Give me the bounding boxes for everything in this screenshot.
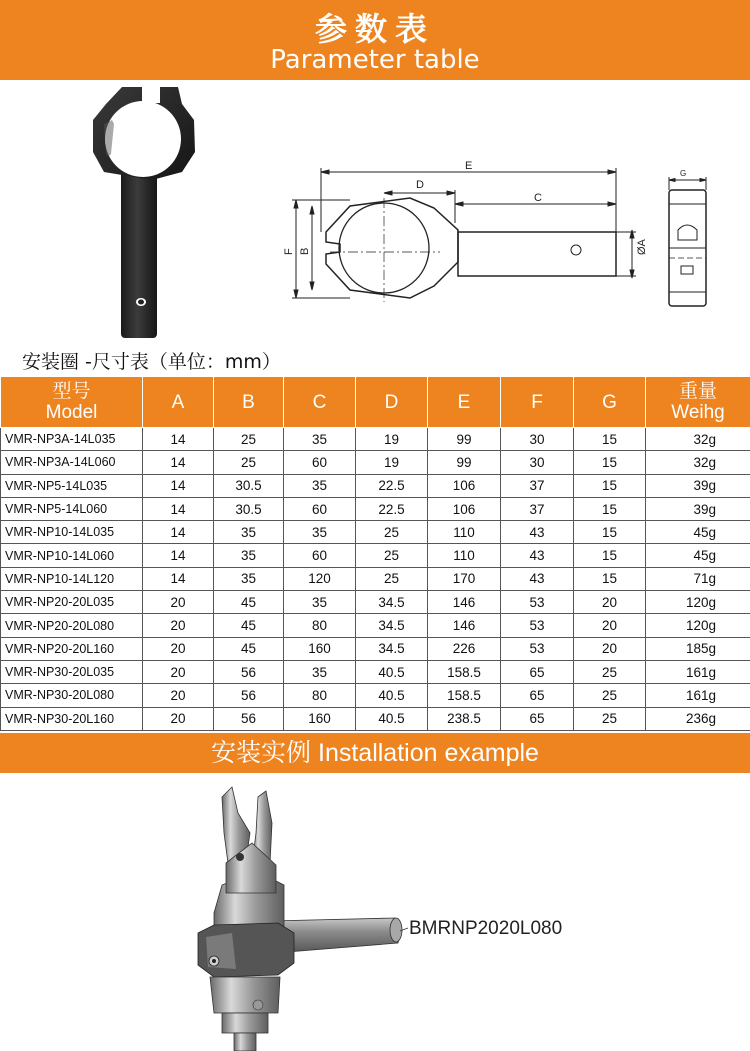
- table-cell: 15: [574, 497, 646, 520]
- table-row: [1, 684, 750, 707]
- table-cell: 146: [428, 591, 501, 614]
- weight-cell: 39g: [646, 474, 750, 497]
- table-cell: 80: [284, 684, 356, 707]
- table-cell: 19: [356, 428, 428, 451]
- table-cell: 30: [501, 451, 574, 474]
- table-cell: 43: [501, 567, 574, 590]
- table-cell: 110: [428, 521, 501, 544]
- table-cell: 56: [214, 684, 284, 707]
- table-cell: 14: [143, 474, 214, 497]
- dim-label-c: C: [534, 192, 542, 204]
- table-cell: 14: [143, 497, 214, 520]
- table-cell: 30: [501, 428, 574, 451]
- table-cell: 37: [501, 474, 574, 497]
- weight-cell: 236g: [646, 707, 750, 730]
- table-cell: 35: [214, 544, 284, 567]
- model-cell: VMR-NP20-20L035: [1, 591, 143, 614]
- weight-cell: 71g: [646, 567, 750, 590]
- table-cell: 53: [501, 591, 574, 614]
- table-cell: 146: [428, 614, 501, 637]
- weight-cell: 185g: [646, 637, 750, 660]
- table-cell: 238.5: [428, 707, 501, 730]
- table-cell: 160: [284, 637, 356, 660]
- column-header-1: [143, 377, 214, 428]
- table-caption: 安装圈 -尺寸表（单位：mm）: [22, 351, 281, 373]
- table-cell: 65: [501, 660, 574, 683]
- table-row: [1, 474, 750, 497]
- table-row: [1, 428, 750, 451]
- table-cell: 56: [214, 707, 284, 730]
- table-cell: 43: [501, 521, 574, 544]
- table-cell: 110: [428, 544, 501, 567]
- dimension-drawing-front: [292, 168, 636, 302]
- model-cell: VMR-NP10-14L120: [1, 567, 143, 590]
- table-header-row: [1, 377, 750, 428]
- weight-cell: 45g: [646, 521, 750, 544]
- installation-part-label: BMRNP2020L080: [409, 918, 563, 939]
- column-header-label: D: [384, 391, 399, 413]
- table-cell: 25: [356, 544, 428, 567]
- column-header-label: G: [602, 391, 617, 413]
- table-row: [1, 567, 750, 590]
- table-cell: 15: [574, 521, 646, 544]
- column-header-sublabel: Weihg: [671, 402, 725, 423]
- installation-illustration: [0, 773, 750, 1051]
- parameter-table: [0, 376, 750, 731]
- table-cell: 60: [284, 451, 356, 474]
- table-cell: 40.5: [356, 707, 428, 730]
- table-cell: 19: [356, 451, 428, 474]
- column-header-0: [1, 377, 143, 428]
- table-cell: 35: [284, 591, 356, 614]
- product-render: [93, 87, 195, 338]
- table-row: [1, 497, 750, 520]
- table-cell: 25: [574, 660, 646, 683]
- column-header-5: [428, 377, 501, 428]
- table-cell: 30.5: [214, 497, 284, 520]
- table-cell: 20: [143, 591, 214, 614]
- table-cell: 158.5: [428, 684, 501, 707]
- table-cell: 25: [214, 451, 284, 474]
- table-cell: 14: [143, 567, 214, 590]
- model-cell: VMR-NP20-20L080: [1, 614, 143, 637]
- table-cell: 60: [284, 497, 356, 520]
- model-cell: VMR-NP30-20L035: [1, 660, 143, 683]
- model-cell: VMR-NP5-14L060: [1, 497, 143, 520]
- table-cell: 45: [214, 591, 284, 614]
- table-cell: 15: [574, 451, 646, 474]
- table-cell: 25: [574, 707, 646, 730]
- column-header-label: 重量: [678, 381, 717, 402]
- table-cell: 40.5: [356, 684, 428, 707]
- table-row: [1, 637, 750, 660]
- table-cell: 34.5: [356, 637, 428, 660]
- table-cell: 20: [143, 707, 214, 730]
- table-row: [1, 521, 750, 544]
- model-cell: VMR-NP30-20L080: [1, 684, 143, 707]
- table-cell: 80: [284, 614, 356, 637]
- installation-banner: 安装实例 Installation example: [0, 733, 750, 773]
- table-cell: 65: [501, 707, 574, 730]
- table-cell: 15: [574, 567, 646, 590]
- table-cell: 15: [574, 474, 646, 497]
- table-cell: 45: [214, 637, 284, 660]
- column-header-4: [356, 377, 428, 428]
- parameter-table-banner: [0, 0, 750, 80]
- table-row: [1, 707, 750, 730]
- weight-cell: 39g: [646, 497, 750, 520]
- table-cell: 106: [428, 474, 501, 497]
- weight-cell: 120g: [646, 614, 750, 637]
- column-header-7: [574, 377, 646, 428]
- weight-cell: 161g: [646, 660, 750, 683]
- table-cell: 34.5: [356, 591, 428, 614]
- table-cell: 14: [143, 451, 214, 474]
- table-cell: 20: [143, 660, 214, 683]
- column-header-8: [646, 377, 750, 428]
- weight-cell: 161g: [646, 684, 750, 707]
- column-header-2: [214, 377, 284, 428]
- weight-cell: 45g: [646, 544, 750, 567]
- table-cell: 30.5: [214, 474, 284, 497]
- model-cell: VMR-NP3A-14L060: [1, 451, 143, 474]
- table-cell: 22.5: [356, 474, 428, 497]
- table-cell: 60: [284, 544, 356, 567]
- table-cell: 35: [214, 521, 284, 544]
- table-row: [1, 591, 750, 614]
- table-cell: 14: [143, 521, 214, 544]
- table-cell: 35: [284, 474, 356, 497]
- model-cell: VMR-NP3A-14L035: [1, 428, 143, 451]
- table-cell: 14: [143, 544, 214, 567]
- column-header-label: B: [242, 391, 255, 413]
- table-cell: 20: [574, 637, 646, 660]
- weight-cell: 32g: [646, 451, 750, 474]
- table-cell: 226: [428, 637, 501, 660]
- column-header-label: C: [312, 391, 327, 413]
- column-header-sublabel: Model: [45, 402, 98, 423]
- table-cell: 22.5: [356, 497, 428, 520]
- table-cell: 15: [574, 428, 646, 451]
- table-cell: 43: [501, 544, 574, 567]
- dim-label-a: ØA: [636, 239, 648, 255]
- table-cell: 34.5: [356, 614, 428, 637]
- table-cell: 35: [214, 567, 284, 590]
- table-row: [1, 451, 750, 474]
- banner-title-zh: 参数表: [314, 10, 435, 48]
- table-cell: 35: [284, 521, 356, 544]
- table-cell: 20: [574, 614, 646, 637]
- table-cell: 106: [428, 497, 501, 520]
- table-cell: 158.5: [428, 660, 501, 683]
- table-cell: 160: [284, 707, 356, 730]
- table-cell: 53: [501, 614, 574, 637]
- dim-label-e: E: [465, 160, 473, 172]
- table-cell: 99: [428, 451, 501, 474]
- table-cell: 53: [501, 637, 574, 660]
- dim-label-g: G: [680, 169, 687, 178]
- table-cell: 56: [214, 660, 284, 683]
- column-header-label: F: [531, 391, 543, 413]
- column-header-label: A: [171, 391, 185, 413]
- table-cell: 65: [501, 684, 574, 707]
- table-cell: 14: [143, 428, 214, 451]
- weight-cell: 120g: [646, 591, 750, 614]
- table-cell: 25: [356, 521, 428, 544]
- table-cell: 25: [574, 684, 646, 707]
- table-cell: 25: [214, 428, 284, 451]
- column-header-label: E: [457, 391, 471, 413]
- table-cell: 170: [428, 567, 501, 590]
- table-body: [1, 428, 750, 731]
- table-cell: 20: [143, 614, 214, 637]
- table-cell: 99: [428, 428, 501, 451]
- dim-label-f: F: [283, 248, 295, 255]
- dimension-drawing-side: [669, 177, 706, 306]
- table-cell: 20: [143, 684, 214, 707]
- product-drawings: [0, 80, 750, 345]
- model-cell: VMR-NP10-14L060: [1, 544, 143, 567]
- table-cell: 25: [356, 567, 428, 590]
- banner-title-en: Parameter table: [270, 45, 480, 75]
- table-cell: 45: [214, 614, 284, 637]
- dim-label-d: D: [416, 179, 424, 191]
- model-cell: VMR-NP10-14L035: [1, 521, 143, 544]
- column-header-label: 型号: [52, 381, 91, 402]
- column-header-6: [501, 377, 574, 428]
- table-cell: 20: [574, 591, 646, 614]
- model-cell: VMR-NP5-14L035: [1, 474, 143, 497]
- table-cell: 15: [574, 544, 646, 567]
- table-cell: 35: [284, 428, 356, 451]
- table-cell: 20: [143, 637, 214, 660]
- model-cell: VMR-NP20-20L160: [1, 637, 143, 660]
- table-cell: 35: [284, 660, 356, 683]
- dim-label-b: B: [299, 247, 311, 255]
- column-header-3: [284, 377, 356, 428]
- table-cell: 40.5: [356, 660, 428, 683]
- model-cell: VMR-NP30-20L160: [1, 707, 143, 730]
- table-cell: 37: [501, 497, 574, 520]
- table-row: [1, 660, 750, 683]
- table-cell: 120: [284, 567, 356, 590]
- table-row: [1, 544, 750, 567]
- weight-cell: 32g: [646, 428, 750, 451]
- table-row: [1, 614, 750, 637]
